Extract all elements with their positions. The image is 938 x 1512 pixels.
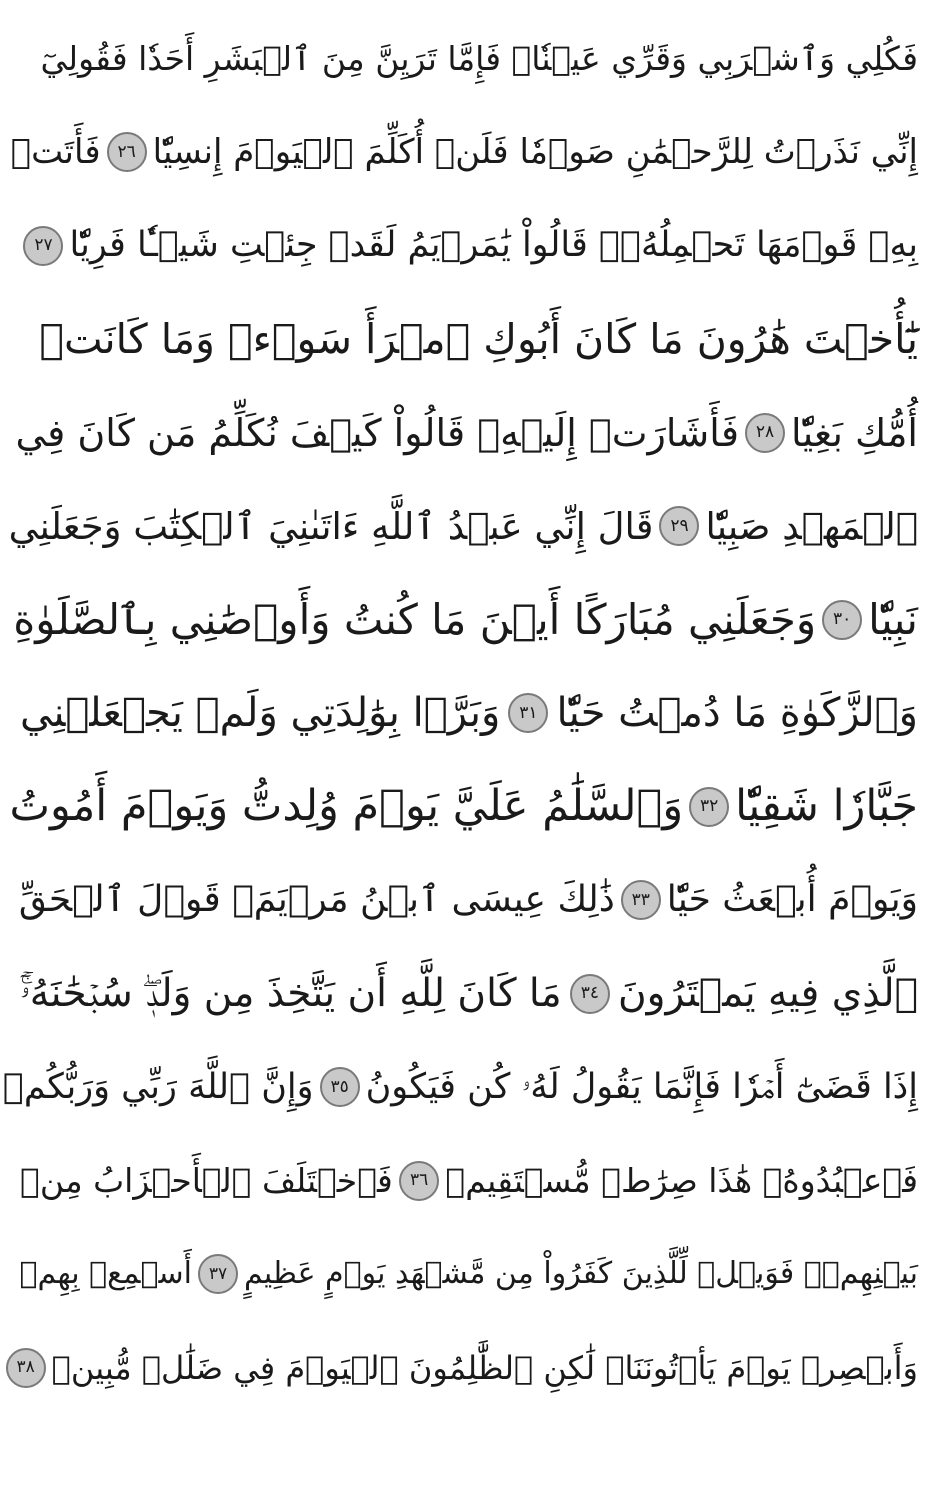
- text-line: [8, 480, 918, 574]
- ayah-number-marker: [822, 600, 862, 640]
- verse-text: إِذَا قَضَىٰٓ أَمۡرٗا فَإِنَّمَا يَقُولُ لَهُۥ كُن فَيَكُونُ: [365, 1066, 918, 1107]
- text-line: [20, 667, 918, 761]
- ayah-number: ٣١: [519, 702, 538, 723]
- text-line: [10, 106, 918, 200]
- ayah-number-marker: [107, 132, 147, 172]
- ayah-number: ٢٦: [117, 141, 136, 162]
- ayah-number: ٣٦: [409, 1170, 429, 1191]
- verse-text: فَٱعۡبُدُوهُۚ هَٰذَا صِرَٰطٞ مُّسۡتَقِيمٞ: [445, 1161, 918, 1201]
- verse-text: وَيَوۡمَ أُبۡعَثُ حَيّٗا: [666, 879, 918, 921]
- ayah-number: ٢٧: [34, 235, 53, 256]
- text-line: [16, 1321, 918, 1415]
- verse-text: وَبَرَّۢا بِوَٰلِدَتِي وَلَمۡ يَجۡعَلۡنِي: [20, 690, 501, 737]
- text-line: [15, 386, 918, 480]
- ayah-number-marker: [508, 693, 548, 733]
- text-line: [20, 854, 918, 948]
- verse-text: ذَٰلِكَ عِيسَى ٱبۡنُ مَرۡيَمَۖ قَوۡلَ ٱلۡحَقِّ: [18, 879, 615, 921]
- ayah-number-marker: [198, 1254, 238, 1294]
- verse-text: وَأَبۡصِرۡ يَوۡمَ يَأۡتُونَنَاۖ لَٰكِنِ ٱلظَّٰلِمُونَ ٱلۡيَوۡمَ فِي ضَلَٰلٖ مُّبِينٖ: [51, 1348, 918, 1387]
- ayah-number: ٣٠: [833, 609, 852, 630]
- text-line: [20, 947, 918, 1041]
- verse-text: نَبِيّٗا: [868, 594, 918, 644]
- ayah-number-marker: [399, 1161, 439, 1201]
- ayah-number-marker: [745, 413, 785, 453]
- text-line: [20, 1228, 918, 1322]
- ayah-number: ٣٤: [580, 983, 599, 1004]
- verse-text: إِنِّي نَذَرۡتُ لِلرَّحۡمَٰنِ صَوۡمٗا فَلَنۡ أُكَلِّمَ ٱلۡيَوۡمَ إِنسِيّٗا: [152, 132, 918, 173]
- text-line: [13, 573, 918, 667]
- ayah-number: ٣٧: [208, 1263, 228, 1284]
- verse-text: بِهِۦ قَوۡمَهَا تَحۡمِلُهُۥۖ قَالُواْ يَٰمَرۡيَمُ لَقَدۡ جِئۡتِ شَيۡـٔٗا فَرِيّٗا: [69, 225, 918, 266]
- verse-text: بَيۡنِهِمۡۖ فَوَيۡلٞ لِّلَّذِينَ كَفَرُواْ مِن مَّشۡهَدِ يَوۡمٍ عَظِيمٍ: [243, 1256, 918, 1292]
- ayah-number: ٣٢: [699, 796, 719, 817]
- text-line: [20, 199, 918, 293]
- verse-text: وَجَعَلَنِي مُبَارَكًا أَيۡنَ مَا كُنتُ وَأَوۡصَٰنِي بِٱلصَّلَوٰةِ: [13, 594, 817, 644]
- ayah-number: ٢٩: [670, 515, 689, 536]
- ayah-number-marker: [320, 1067, 360, 1107]
- ayah-number-marker: [6, 1348, 46, 1388]
- ayah-number: ٢٨: [755, 422, 775, 443]
- ayah-number-marker: [23, 226, 63, 266]
- ayah-number-marker: [689, 787, 729, 827]
- ayah-number-marker: [570, 974, 610, 1014]
- text-line: [20, 1134, 918, 1228]
- ayah-number: ٣٨: [16, 1357, 35, 1378]
- text-line: [9, 760, 918, 854]
- verse-text: وَإِنَّ ٱللَّهَ رَبِّي وَرَبُّكُمۡ: [2, 1066, 314, 1107]
- verse-text: قَالَ إِنِّي عَبۡدُ ٱللَّهِ ءَاتَىٰنِيَ ٱلۡكِتَٰبَ وَجَعَلَنِي: [8, 504, 654, 548]
- verse-text: أَسۡمِعۡ بِهِمۡ: [19, 1256, 192, 1292]
- verse-text: فَأَتَتۡ: [10, 132, 101, 173]
- verse-text: ٱلَّذِي فِيهِ يَمۡتَرُونَ: [618, 971, 918, 1017]
- ayah-number-marker: [659, 506, 699, 546]
- ayah-number-marker: [621, 880, 661, 920]
- text-line: [20, 12, 918, 106]
- verse-text: وَٱلزَّكَوٰةِ مَا دُمۡتُ حَيّٗا: [556, 690, 918, 737]
- verse-text: مَا كَانَ لِلَّهِ أَن يَتَّخِذَ مِن وَلَدٖۖ سُبۡحَٰنَهُۥٓۚ: [20, 971, 562, 1017]
- verse-text: يَٰٓأُخۡتَ هَٰرُونَ مَا كَانَ أَبُوكِ ٱمۡرَأَ سَوۡءٖ وَمَا كَانَتۡ: [39, 314, 918, 363]
- verse-text: فَأَشَارَتۡ إِلَيۡهِۖ قَالُواْ كَيۡفَ نُكَلِّمُ مَن كَانَ فِي: [15, 410, 740, 455]
- text-line: [20, 293, 918, 387]
- verse-text: فَٱخۡتَلَفَ ٱلۡأَحۡزَابُ مِنۢ: [20, 1161, 393, 1201]
- verse-text: أُمُّكِ بَغِيّٗا: [791, 410, 918, 455]
- verse-text: فَكُلِي وَٱشۡرَبِي وَقَرِّي عَيۡنٗاۖ فَإِمَّا تَرَيِنَّ مِنَ ٱلۡبَشَرِ أَحَدٗا فَقُولِيٓ: [40, 39, 918, 79]
- ayah-number: ٣٥: [330, 1076, 349, 1097]
- verse-text: ٱلۡمَهۡدِ صَبِيّٗا: [705, 504, 918, 548]
- verse-text: وَٱلسَّلَٰمُ عَلَيَّ يَوۡمَ وُلِدتُّ وَيَوۡمَ أَمُوتُ: [9, 781, 684, 832]
- verse-text: جَبَّارٗا شَقِيّٗا: [735, 781, 918, 832]
- ayah-number: ٣٣: [631, 889, 650, 910]
- text-line: [2, 1041, 918, 1135]
